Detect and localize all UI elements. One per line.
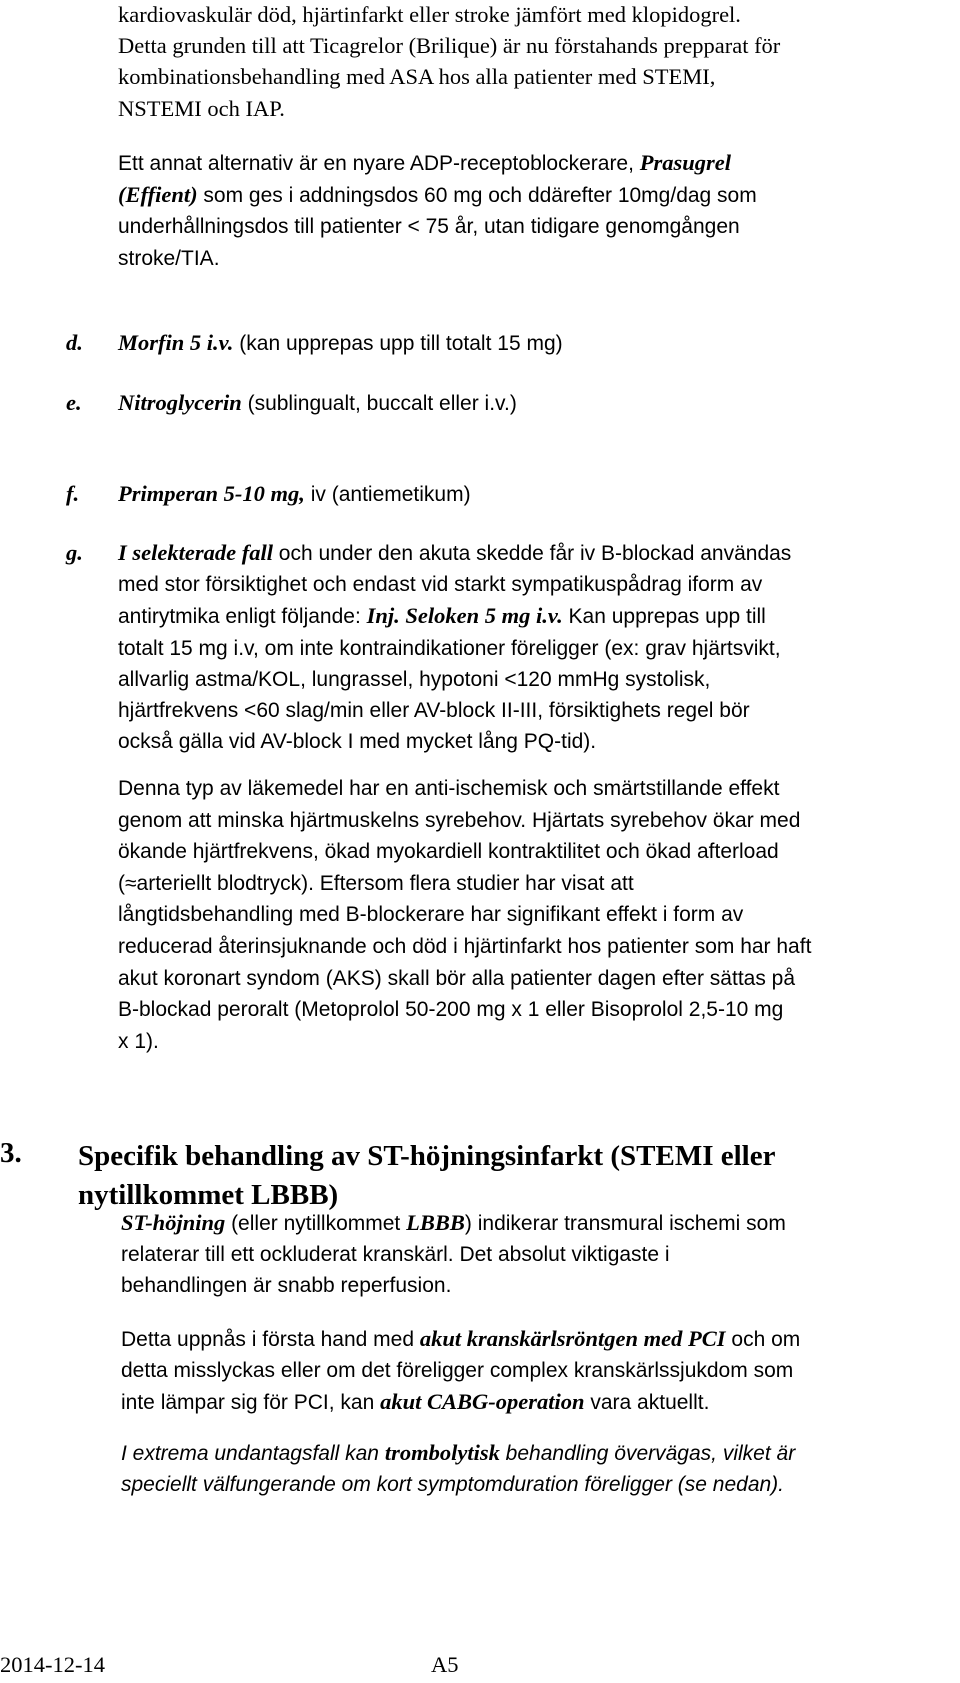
section3-text: Detta uppnås i första hand med bbox=[121, 1328, 420, 1351]
intro-line: NSTEMI och IAP. bbox=[118, 95, 285, 121]
item-g-line-1 bbox=[118, 537, 918, 569]
bblocker-line: B-blockad peroralt (Metoprolol 50-200 mg x 1 eller Bisoprolol 2,5-10 mg bbox=[118, 998, 784, 1022]
item-drug: Morfin 5 i.v. bbox=[118, 330, 234, 355]
lbbb-term: LBBB bbox=[406, 1210, 465, 1235]
item-g-text: antirytmika enligt följande: bbox=[118, 605, 367, 629]
bblocker-line: (≈arteriellt blodtryck). Eftersom flera studier har visat att bbox=[118, 871, 634, 895]
item-g-text: och under den akuta skedde får iv B-blockad användas bbox=[272, 542, 792, 565]
bblocker-line: ökande hjärtfrekvens, ökad myokardiell kontraktilitet och ökad afterload bbox=[118, 840, 779, 864]
intro-line: kardiovaskulär död, hjärtinfarkt eller stroke jämfört med klopidogrel. bbox=[118, 2, 741, 27]
item-letter: e. bbox=[66, 390, 82, 415]
item-g-line-6: hjärtfrekvens <60 slag/min eller AV-block II-III, försiktighets regel bör bbox=[118, 699, 750, 723]
thrombolytic-emphasis: trombolytisk bbox=[384, 1440, 500, 1465]
prasugrel-line-3: underhållningsdos till patienter < 75 år, utan tidigare genomgången bbox=[118, 215, 740, 239]
bblocker-paragraph bbox=[118, 773, 918, 1057]
st-elevation-term: ST-höjning bbox=[121, 1210, 226, 1235]
item-letter: d. bbox=[66, 330, 83, 355]
item-text: iv (antiemetikum) bbox=[304, 483, 471, 506]
effient-brand: (Effient) bbox=[118, 182, 198, 208]
item-g-content bbox=[118, 537, 918, 757]
item-g-text: Kan upprepas upp till bbox=[562, 605, 766, 629]
prasugrel-paragraph bbox=[118, 147, 918, 274]
item-g-line-3 bbox=[118, 600, 918, 632]
prasugrel-line-2 bbox=[118, 179, 918, 211]
item-drug: Primperan 5-10 mg, bbox=[118, 481, 305, 506]
section3-p2-line-2: detta misslyckas eller om det föreligger complex kranskärlssjukdom som bbox=[121, 1359, 794, 1382]
section-heading-line-2: nytillkommet LBBB) bbox=[78, 1179, 339, 1211]
section3-text: och om bbox=[725, 1328, 801, 1351]
section3-p1-line-3: behandlingen är snabb reperfusion. bbox=[121, 1274, 452, 1297]
section-heading-line-1: Specifik behandling av ST-höjningsinfarkt (STEMI eller bbox=[78, 1140, 776, 1172]
item-g-line-2: med stor försiktighet och endast vid starkt sympatikuspådrag iform av bbox=[118, 573, 763, 597]
prasugrel-text: Ett annat alternativ är en nyare ADP-receptoblockerare, bbox=[118, 152, 640, 175]
section3-text: I extrema undantagsfall kan bbox=[121, 1442, 385, 1465]
section3-p2-line-3 bbox=[121, 1386, 911, 1418]
intro-line: kombinationsbehandling med ASA hos alla patienter med STEMI, bbox=[118, 64, 716, 90]
intro-line: Detta grunden till att Ticagrelor (Brilique) är nu förstahands prepparat för bbox=[118, 33, 781, 59]
section3-text: (eller nytillkommet bbox=[225, 1212, 407, 1235]
intro-paragraph bbox=[118, 0, 918, 124]
section3-p3-line-2: speciellt välfungerande om kort symptomduration föreligger (se nedan). bbox=[121, 1473, 785, 1496]
prasugrel-drug: Prasugrel bbox=[639, 150, 732, 175]
section3-p1-line-1 bbox=[121, 1207, 911, 1239]
section3-paragraph-3 bbox=[121, 1437, 911, 1500]
footer-date: 2014-12-14 bbox=[0, 1652, 105, 1677]
item-text: (kan upprepas upp till totalt 15 mg) bbox=[233, 332, 563, 355]
section3-p3-line-1 bbox=[121, 1437, 911, 1469]
bblocker-line: långtidsbehandling med B-blockerare har signifikant effekt i form av bbox=[118, 903, 744, 927]
section3-paragraph-2 bbox=[121, 1323, 911, 1418]
prasugrel-line-1 bbox=[118, 147, 918, 179]
item-g-line-5: allvarlig astma/KOL, lungrassel, hypotoni <120 mmHg systolisk, bbox=[118, 667, 711, 691]
item-content bbox=[118, 387, 517, 419]
item-g-line-4: totalt 15 mg i.v, om inte kontraindikationer föreligger (ex: grav hjärtsvikt, bbox=[118, 636, 781, 660]
footer-page-number: A5 bbox=[431, 1652, 459, 1677]
prasugrel-text: som ges i addningsdos 60 mg och ddärefter 10mg/dag som bbox=[197, 184, 757, 208]
section3-text: ) indikerar transmural ischemi som bbox=[464, 1212, 786, 1235]
bblocker-line: genom att minska hjärtmuskelns syrebehov. Hjärtats syrebehov ökar med bbox=[118, 808, 801, 832]
section-number: 3. bbox=[0, 1137, 22, 1169]
section3-p2-line-1 bbox=[121, 1323, 911, 1355]
seloken-dose: Inj. Seloken 5 mg i.v. bbox=[366, 603, 563, 629]
item-drug: Nitroglycerin bbox=[118, 390, 242, 415]
section3-text: vara aktuellt. bbox=[584, 1391, 710, 1414]
bblocker-line: Denna typ av läkemedel har en anti-ischemisk och smärtstillande effekt bbox=[118, 777, 780, 800]
item-g-lead: I selekterade fall bbox=[118, 540, 273, 565]
section3-text: behandling övervägas, vilket är bbox=[499, 1442, 796, 1465]
item-letter: g. bbox=[66, 540, 83, 565]
item-g-line-7: också gälla vid AV-block I med mycket lång PQ-tid). bbox=[118, 730, 597, 754]
section-heading bbox=[78, 1137, 878, 1215]
section3-text: inte lämpar sig för PCI, kan bbox=[121, 1391, 381, 1414]
item-content bbox=[118, 327, 563, 359]
bblocker-line: reducerad återinsjuknande och död i hjärtinfarkt hos patienter som har haft bbox=[118, 934, 812, 958]
item-letter: f. bbox=[66, 481, 80, 506]
pci-emphasis: akut kranskärlsröntgen med PCI bbox=[419, 1326, 726, 1351]
item-text: (sublingualt, buccalt eller i.v.) bbox=[241, 392, 517, 415]
prasugrel-line-4: stroke/TIA. bbox=[118, 246, 220, 270]
bblocker-line: x 1). bbox=[118, 1029, 159, 1053]
cabg-emphasis: akut CABG-operation bbox=[380, 1389, 585, 1414]
section3-paragraph-1 bbox=[121, 1207, 911, 1301]
item-content bbox=[118, 478, 471, 510]
bblocker-line: akut koronart syndom (AKS) skall bör alla patienter dagen efter sättas på bbox=[118, 966, 796, 990]
section3-p1-line-2: relaterar till ett ockluderat kranskärl. Det absolut viktigaste i bbox=[121, 1243, 670, 1266]
